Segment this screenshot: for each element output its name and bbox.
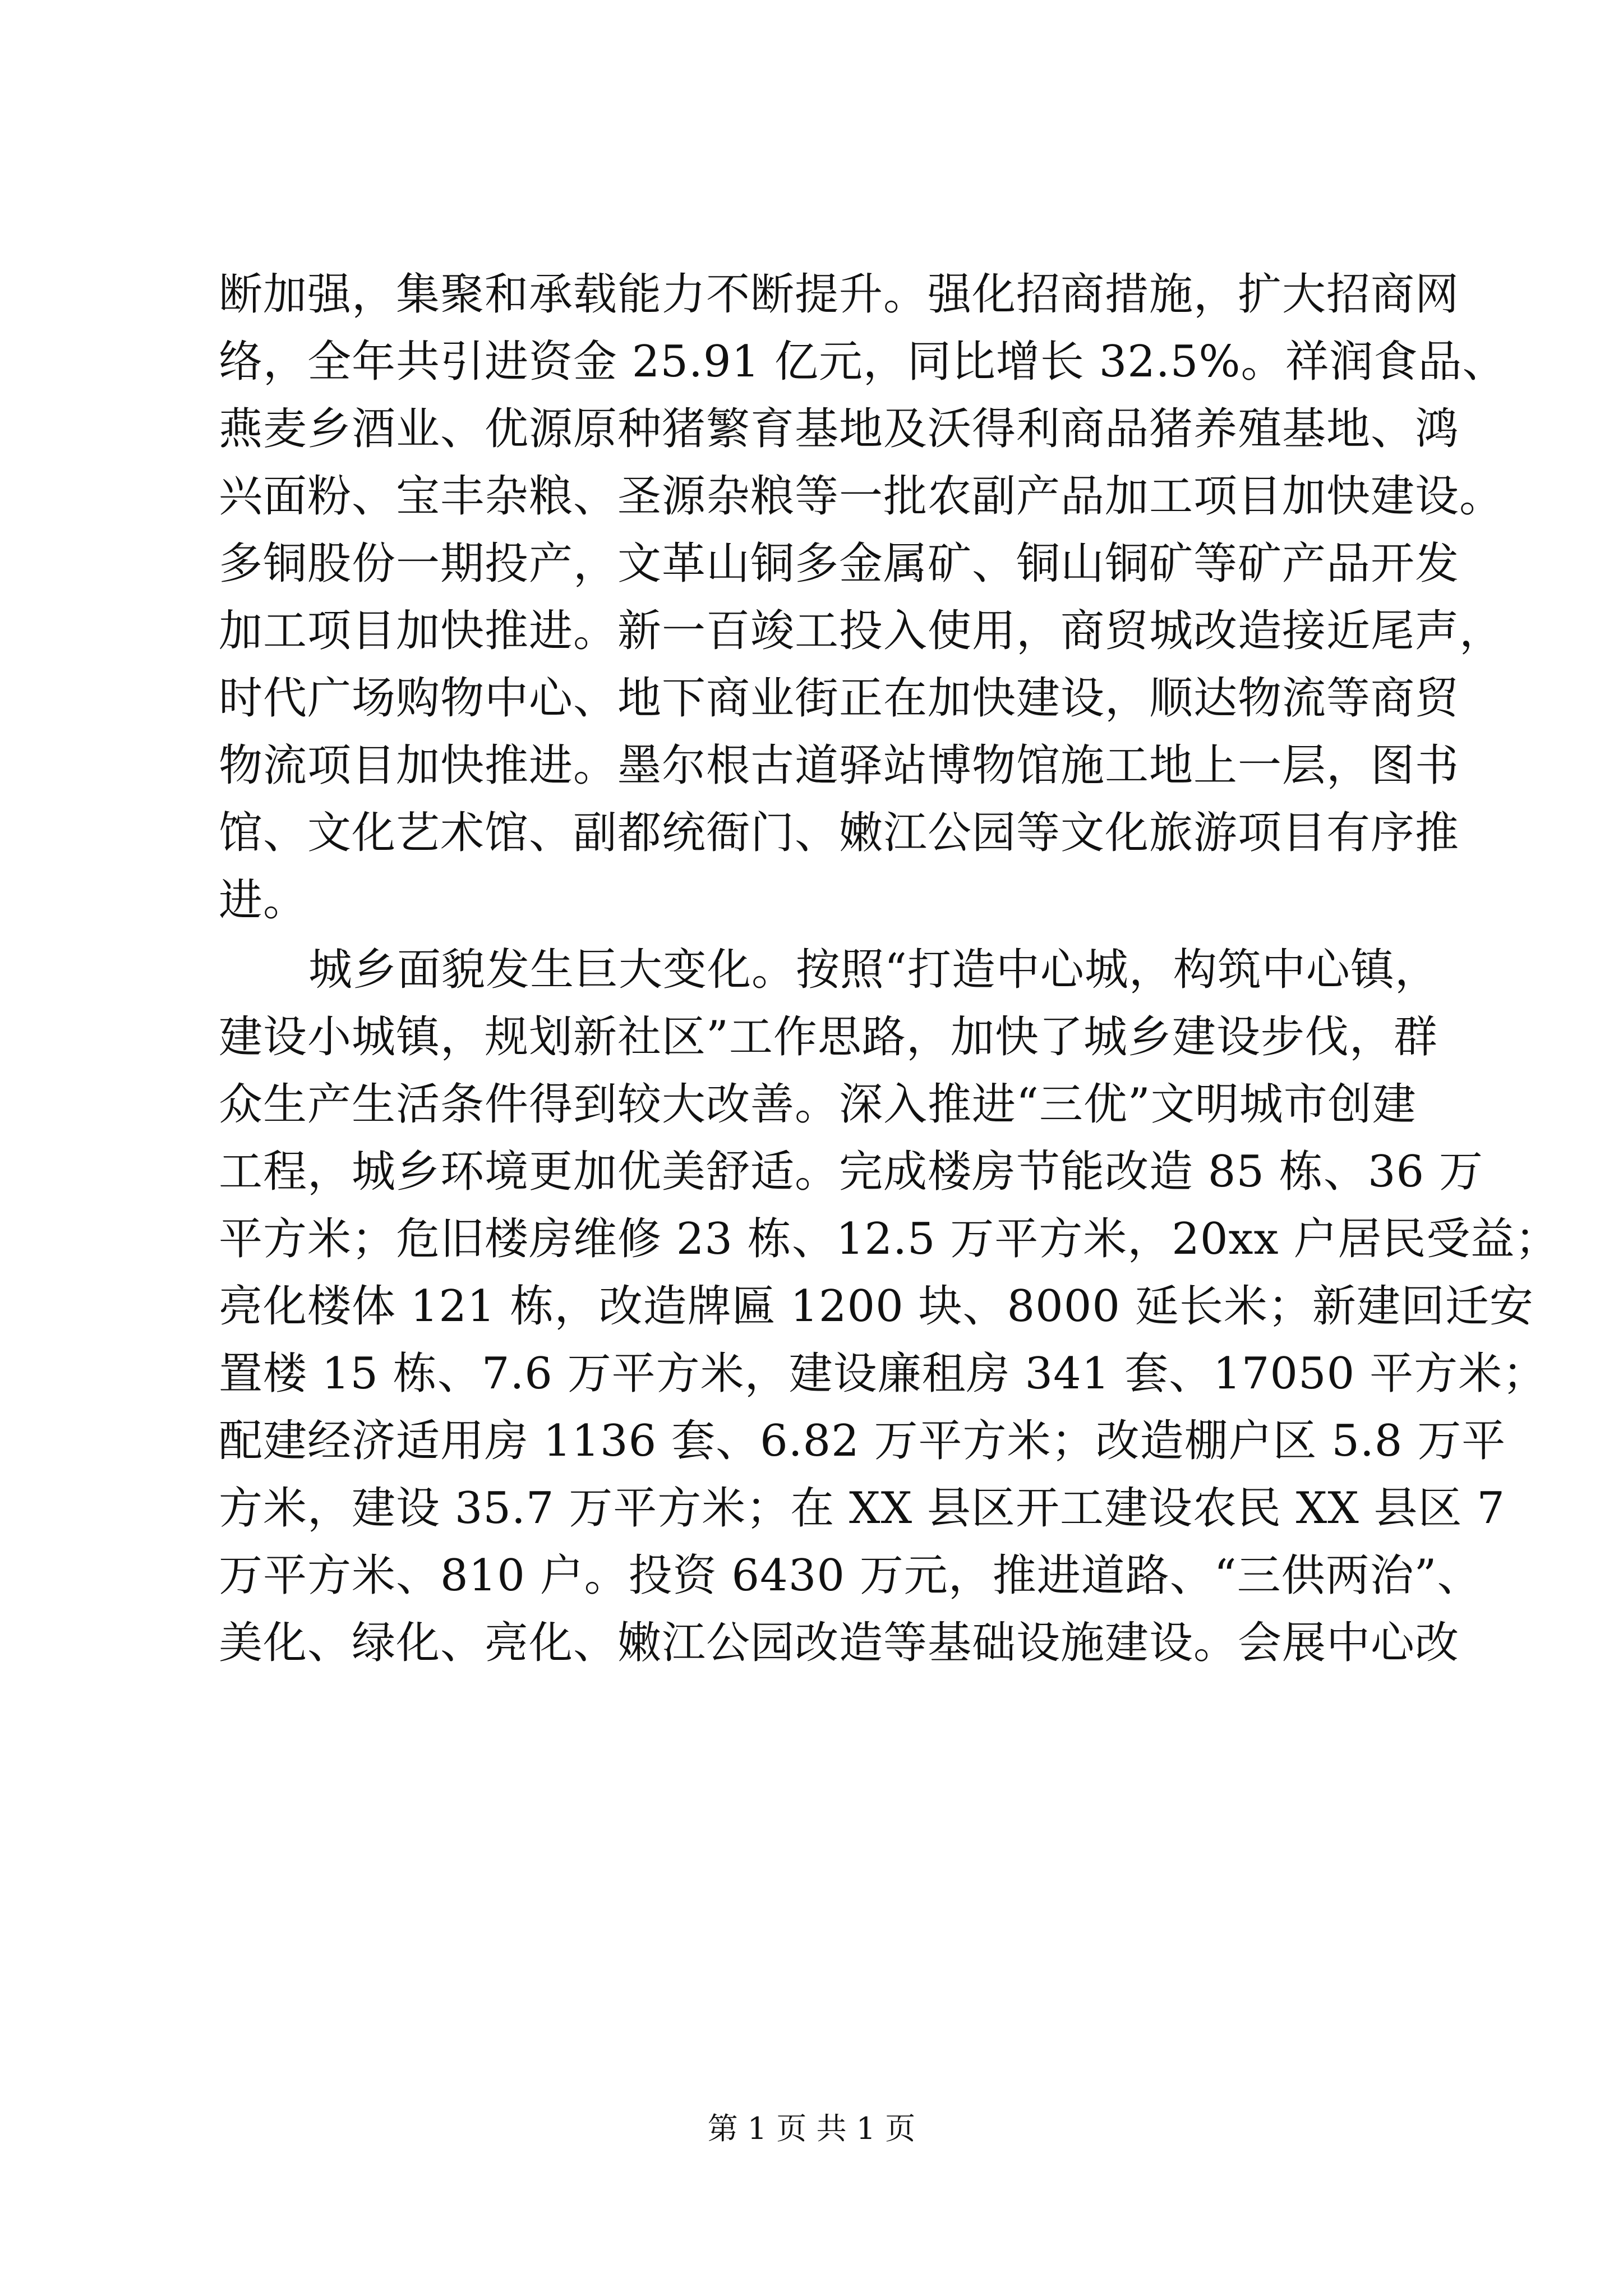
text-line: 平方米；危旧楼房维修 23 栋、12.5 万平方米，20xx 户居民受益； [219, 1214, 1560, 1264]
text-line: 进。 [219, 875, 308, 926]
text-line: 建设小城镇，规划新社区”工作思路，加快了城乡建设步伐，群 [219, 1012, 1438, 1062]
page-footer: 第 1 页 共 1 页 [707, 2111, 916, 2146]
text-line: 馆、文化艺术馆、副都统衙门、嫩江公园等文化旅游项目有序推 [219, 808, 1460, 858]
paragraph-1 [219, 261, 1507, 934]
text-line: 众生产生活条件得到较大改善。深入推进“三优”文明城市创建 [219, 1079, 1417, 1130]
text-line: 方米，建设 35.7 万平方米；在 XX 县区开工建设农民 XX 县区 7 [219, 1483, 1505, 1534]
text-line: 时代广场购物中心、地下商业街正在加快建设，顺达物流等商贸 [219, 673, 1460, 724]
text-line: 置楼 15 栋、7.6 万平方米，建设廉租房 341 套、17050 平方米； [219, 1349, 1547, 1399]
text-line: 兴面粉、宝丰杂粮、圣源杂粮等一批农副产品加工项目加快建设。 [219, 471, 1504, 522]
text-line: 燕麦乡酒业、优源原种猪繁育基地及沃得利商品猪养殖基地、鸿 [219, 404, 1460, 454]
text-line: 亮化楼体 121 栋，改造牌匾 1200 块、8000 延长米；新建回迁安 [219, 1281, 1534, 1332]
text-line: 工程，城乡环境更加优美舒适。完成楼房节能改造 85 栋、36 万 [219, 1147, 1483, 1197]
text-line: 络，全年共引进资金 25.91 亿元，同比增长 32.5%。祥润食品、 [219, 337, 1507, 387]
text-line: 物流项目加快推进。墨尔根古道驿站博物馆施工地上一层，图书 [219, 740, 1460, 791]
text-line: 断加强，集聚和承载能力不断提升。强化招商措施，扩大招商网 [219, 269, 1460, 320]
text-line: 配建经济适用房 1136 套、6.82 万平方米；改造棚户区 5.8 万平 [219, 1416, 1506, 1466]
paragraph-2 [219, 936, 1560, 1677]
text-line: 美化、绿化、亮化、嫩江公园改造等基础设施建设。会展中心改 [219, 1618, 1460, 1668]
text-line-indented: 城乡面貌发生巨大变化。按照“打造中心城，构筑中心镇， [308, 945, 1439, 995]
text-line: 万平方米、810 户。投资 6430 万元，推进道路、“三供两治”、 [219, 1550, 1482, 1601]
body-text [219, 261, 1560, 1677]
text-line: 加工项目加快推进。新一百竣工投入使用，商贸城改造接近尾声， [219, 606, 1504, 656]
text-line: 多铜股份一期投产，文革山铜多金属矿、铜山铜矿等矿产品开发 [219, 539, 1460, 589]
